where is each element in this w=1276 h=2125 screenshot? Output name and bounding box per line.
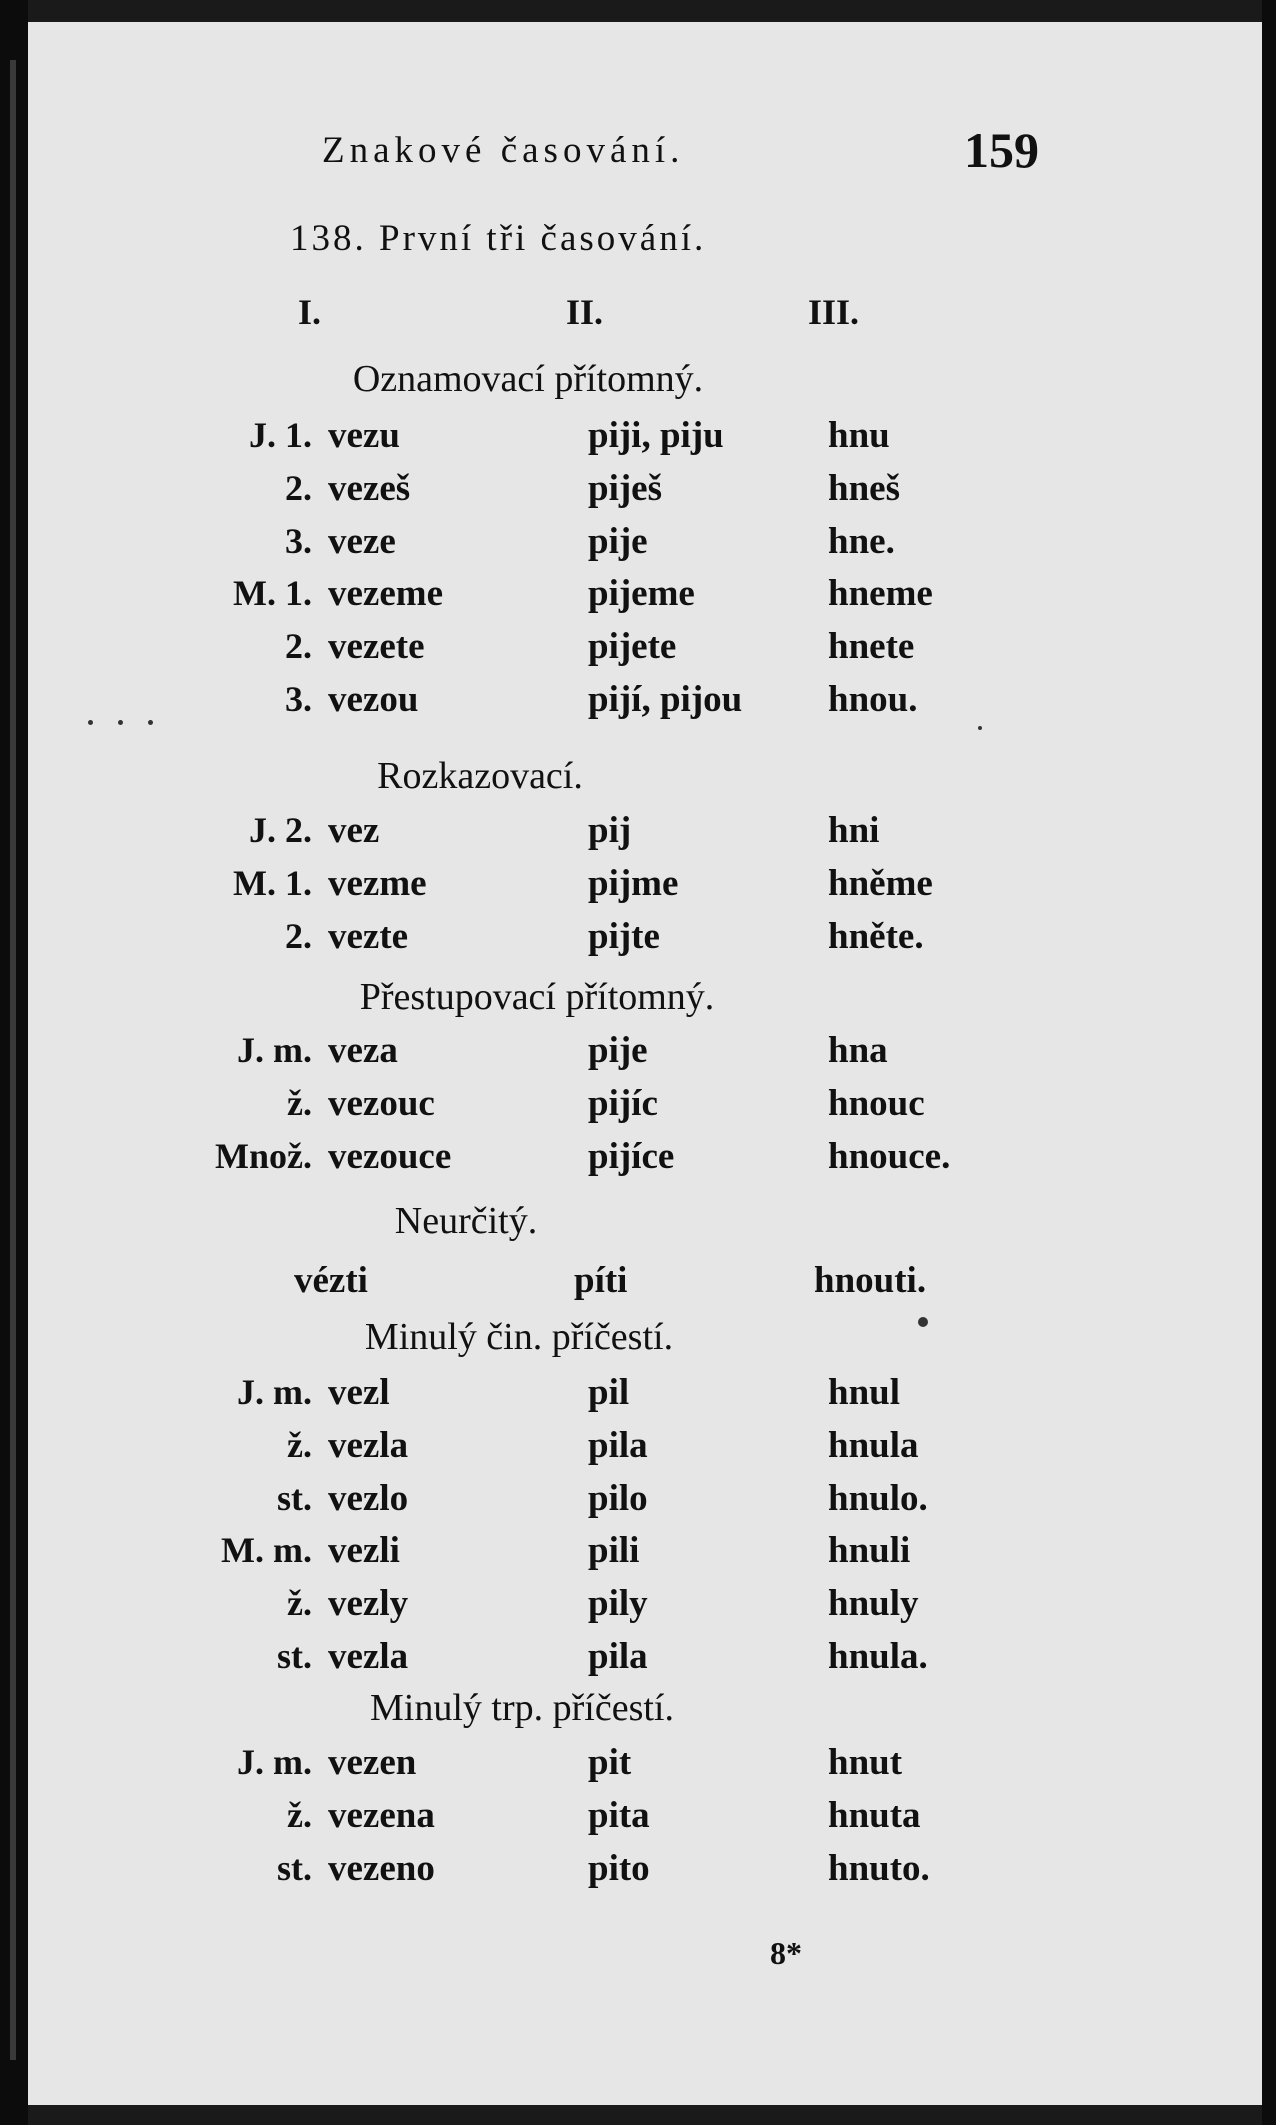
table-cell: hnuly <box>828 1583 919 1625</box>
table-cell: hnut <box>828 1742 903 1783</box>
paper-speck <box>88 720 93 725</box>
column-header-i: I. <box>298 292 322 332</box>
block-title: Neurčitý. <box>394 1200 538 1242</box>
block-title: Oznamovací přítomný. <box>352 358 704 400</box>
row-label: st. <box>277 1636 312 1676</box>
block-title: Minulý trp. příčestí. <box>370 1687 674 1729</box>
paper-speck <box>978 726 982 730</box>
table-cell: veze <box>328 520 396 562</box>
row-label: 2. <box>285 467 312 508</box>
row-label: J. m. <box>237 1372 312 1412</box>
row-label: 3. <box>285 520 312 561</box>
row-label: 2. <box>285 626 312 667</box>
table-cell: hnouce. <box>828 1135 951 1177</box>
table-cell: vezete <box>328 626 425 668</box>
table-cell: vezli <box>328 1530 400 1572</box>
table-cell: hni <box>828 810 880 851</box>
right-page-edge <box>1262 0 1276 2125</box>
table-cell: piji, piju <box>588 415 724 456</box>
table-cell: pijí, pijou <box>588 679 743 720</box>
table-cell: pij <box>588 810 632 851</box>
row-label: ž. <box>287 1424 312 1465</box>
table-cell: hneš <box>828 467 900 509</box>
table-cell: vez <box>328 810 380 851</box>
block-title: Rozkazovací. <box>377 755 583 797</box>
table-cell: pila <box>588 1636 648 1677</box>
table-cell: pilo <box>588 1477 648 1519</box>
table-cell: hnula <box>828 1424 919 1466</box>
table-cell: vézti <box>294 1260 368 1301</box>
table-cell: piješ <box>588 467 662 509</box>
table-cell: hnete <box>828 626 915 668</box>
table-cell: hnula. <box>828 1636 928 1677</box>
table-cell: veza <box>328 1030 398 1071</box>
table-cell: vezu <box>328 415 400 456</box>
paper-speck <box>918 1317 928 1327</box>
row-label: ž. <box>287 1794 312 1835</box>
row-label: M. 1. <box>233 573 312 614</box>
table-cell: pito <box>588 1847 650 1889</box>
row-label: J. m. <box>237 1030 312 1070</box>
table-cell: pila <box>588 1424 648 1466</box>
row-label: 2. <box>285 915 312 956</box>
row-label: M. 1. <box>233 862 312 903</box>
table-cell: vezme <box>328 862 427 904</box>
row-label: st. <box>277 1847 312 1888</box>
binding-strip <box>10 60 16 2060</box>
table-cell: hne. <box>828 520 895 562</box>
table-cell: vezeno <box>328 1847 435 1889</box>
column-header-iii: III. <box>808 292 860 332</box>
table-cell: pili <box>588 1530 640 1572</box>
table-cell: pit <box>588 1742 632 1783</box>
table-cell: hnul <box>828 1372 901 1413</box>
page-number: 159 <box>964 122 1039 178</box>
table-cell: vezouce <box>328 1135 452 1177</box>
table-cell: hnouc <box>828 1082 925 1124</box>
row-label: J. 2. <box>249 810 312 850</box>
table-cell: vezeme <box>328 573 444 615</box>
table-cell: hneme <box>828 573 933 615</box>
row-label: M. m. <box>221 1530 312 1571</box>
paper-speck <box>118 720 123 725</box>
book-page <box>28 22 1262 2105</box>
table-cell: pita <box>588 1794 650 1836</box>
row-label: ž. <box>287 1583 312 1624</box>
row-label: 3. <box>285 679 312 719</box>
table-cell: píti <box>574 1260 628 1301</box>
table-cell: hnulo. <box>828 1477 928 1519</box>
row-label: Množ. <box>215 1135 312 1176</box>
table-cell: vezla <box>328 1636 409 1677</box>
table-cell: vezeš <box>328 467 411 509</box>
table-cell: pije <box>588 1030 648 1071</box>
table-cell: vezla <box>328 1424 409 1466</box>
table-cell: vezena <box>328 1794 435 1836</box>
table-cell: hněte. <box>828 915 924 957</box>
table-cell: pily <box>588 1583 648 1625</box>
row-label: J. 1. <box>249 415 312 455</box>
table-cell: hnuli <box>828 1530 911 1572</box>
table-cell: vezou <box>328 679 419 720</box>
table-cell: pijte <box>588 915 660 957</box>
table-cell: hnouti. <box>814 1260 927 1301</box>
row-label: ž. <box>287 1082 312 1123</box>
table-cell: hnou. <box>828 679 918 720</box>
table-cell: pil <box>588 1372 630 1413</box>
row-label: st. <box>277 1477 312 1518</box>
table-cell: pije <box>588 520 648 562</box>
table-cell: vezly <box>328 1583 409 1625</box>
running-title: Znakové časování. <box>322 130 685 171</box>
paper-speck <box>148 720 153 725</box>
table-cell: hnuta <box>828 1794 921 1836</box>
table-cell: pijíce <box>588 1135 675 1177</box>
table-cell: pijete <box>588 626 677 668</box>
table-cell: pijme <box>588 862 679 904</box>
table-cell: hnuto. <box>828 1847 930 1889</box>
table-cell: vezte <box>328 915 409 957</box>
table-cell: hna <box>828 1030 888 1071</box>
block-title: Minulý čin. příčestí. <box>364 1316 674 1358</box>
table-cell: pijeme <box>588 573 695 615</box>
table-cell: vezouc <box>328 1082 435 1124</box>
column-header-ii: II. <box>566 292 604 332</box>
table-cell: vezen <box>328 1742 417 1783</box>
block-title: Přestupovací přítomný. <box>359 976 715 1018</box>
table-cell: hnu <box>828 415 890 456</box>
table-cell: pijíc <box>588 1082 658 1124</box>
table-cell: hněme <box>828 862 933 904</box>
section-title: 138. První tři časování. <box>290 218 707 259</box>
table-cell: vezl <box>328 1372 390 1413</box>
table-cell: vezlo <box>328 1477 409 1519</box>
signature-mark: 8* <box>770 1935 802 1971</box>
left-page-edge <box>0 0 28 2125</box>
row-label: J. m. <box>237 1742 312 1782</box>
